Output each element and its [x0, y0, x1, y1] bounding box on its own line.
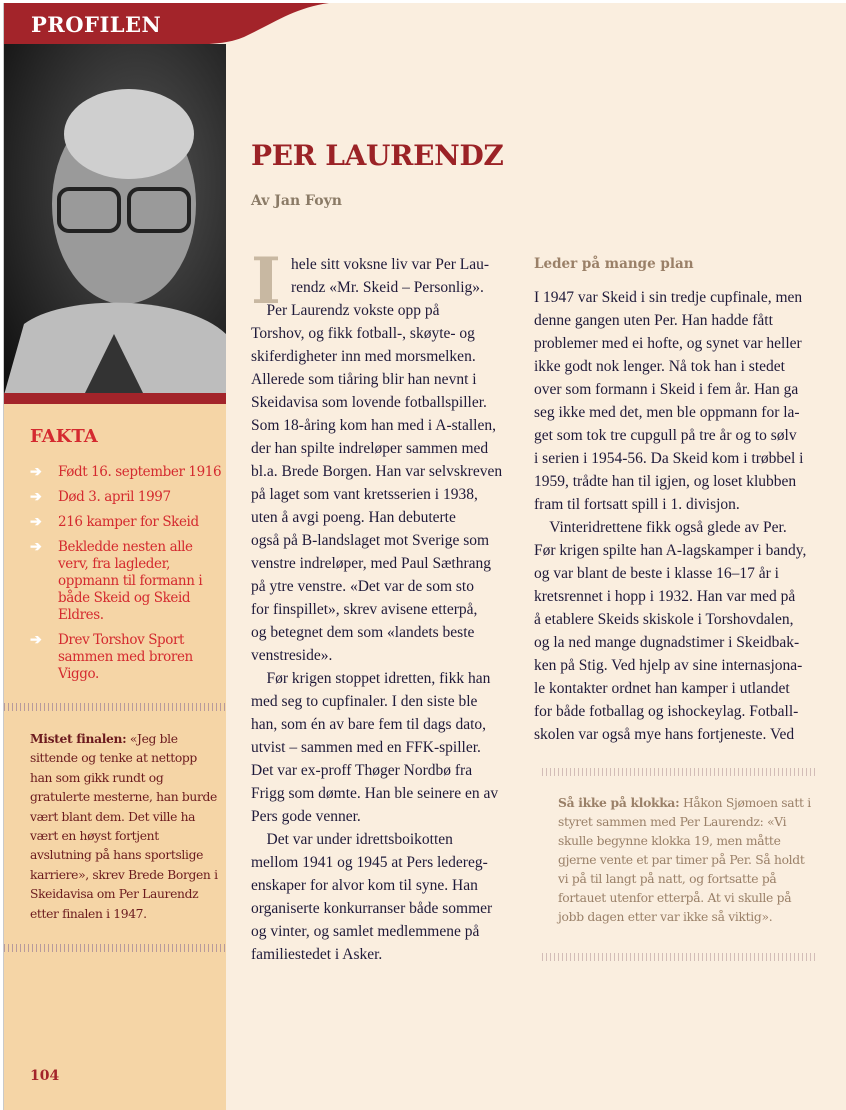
arrow-icon: ➔ — [30, 632, 42, 648]
magazine-page — [3, 3, 846, 1110]
text-line: problemer med ei hofte, og synet var heller — [534, 335, 802, 352]
text-line: I 1947 var Skeid i sin tredje cupfinale, men — [534, 289, 803, 306]
text-line: 1959, trådte han til igjen, og loset klubben — [534, 473, 797, 490]
text-line: og vinter, og samlet medlemmene på — [251, 923, 480, 940]
text-line: venstreside». — [251, 647, 333, 664]
text-line: seg ikke med det, men ble oppmann for la- — [534, 404, 800, 421]
text-line: over som formann i Skeid i fem år. Han ga — [534, 381, 799, 398]
fakta-heading: FAKTA — [30, 426, 98, 447]
body-column-2 — [534, 286, 824, 746]
text-line: Før krigen spilte han A-lagskamper i bandy, — [534, 542, 807, 559]
text-line: også på B-landslaget mot Sverige som — [251, 532, 490, 549]
page-number: 104 — [30, 1068, 60, 1084]
fakta-item — [30, 539, 222, 624]
arrow-icon: ➔ — [30, 514, 42, 530]
fakta-item-text: 216 kamper for Skeid — [58, 514, 199, 530]
text-line: i serien i 1954-56. Da Skeid kom i trøbbel i — [534, 450, 804, 467]
quote-lead: Mistet finalen: — [30, 731, 127, 746]
fakta-item — [30, 514, 222, 531]
text-line: familiestedet i Asker. — [251, 946, 383, 963]
text-line: og la ned mange dugnadstimer i Skeidbak- — [534, 634, 800, 651]
text-line: for finspillet», skrev avisene etterpå, — [251, 601, 478, 618]
text-line: han, som én av bare fem til dags dato, — [251, 716, 487, 733]
pullquote-text: Håkon Sjømoen satt i styret sammen med Per Laurendz: «Vi skulle begynne klokka 19, men måtte gjerne vente et par timer på Per. Så holdt vi på til langt på natt, og fortsatte på fortauet utenfor etterpå. At vi skulle på jobb dagen etter var ikke så viktig». — [558, 796, 811, 924]
text-line: for både fotballag og ishockeylag. Fotball- — [534, 703, 799, 720]
sidebar-content — [4, 426, 226, 952]
fakta-item-text: Drev Torshov Sport sammen med broren Viggo. — [58, 632, 193, 682]
pull-quote-block — [542, 768, 817, 961]
text-line: enskaper for alvor kom til syne. Han — [251, 877, 478, 894]
text-line: Det var under idrettsboikotten — [251, 831, 453, 848]
fakta-sidebar — [4, 404, 226, 1110]
text-line: mellom 1941 og 1945 at Pers ledereg- — [251, 854, 488, 871]
text-line: ken på Stig. Ved hjelp av sine internasjona- — [534, 657, 803, 674]
subheading: Leder på mange plan — [534, 256, 694, 272]
text-line: kretsrennet i hopp i 1932. Han var med på — [534, 588, 796, 605]
fakta-list — [30, 464, 222, 683]
photo-divider — [4, 393, 226, 404]
text-line: Frigg som dømte. Han ble seinere en av — [251, 785, 499, 802]
text-line: og var blant de beste i klasse 16–17 år i — [534, 565, 779, 582]
pull-quote — [558, 793, 818, 927]
text-line: hele sitt voksne liv var Per Lau- — [291, 256, 490, 273]
arrow-icon: ➔ — [30, 539, 42, 555]
text-line: å etablere Skeids skiskole i Torshovdalen, — [534, 611, 794, 628]
drop-cap: I — [251, 244, 281, 319]
text-line: Som 18-åring kom han med i A-stallen, — [251, 417, 496, 434]
fakta-item — [30, 632, 222, 683]
text-line: uten å avgi poeng. Han debuterte — [251, 509, 456, 526]
pullquote-lead: Så ikke på klokka: — [558, 795, 680, 810]
text-line: Allerede som tiåring blir han nevnt i — [251, 371, 477, 388]
fakta-item-text: Bekledde nesten alle verv, fra lagleder, oppmann til formann i både Skeid og Skeid Eldres. — [58, 539, 203, 623]
fakta-item-text: Død 3. april 1997 — [58, 489, 171, 505]
text-line: le kontakter ordnet han kamper i utlandet — [534, 680, 790, 697]
quote-text: «Jeg ble sittende og tenke at nettopp han som gikk rundt og gratulerte mesterne, han burde vært blant dem. Det ville ha vært en høyst fortjent avslutning på hans sportslige karriere», skrev Brede Borgen i Skeidavisa om Per Laurendz etter finalen i 1947. — [30, 732, 218, 921]
body-column-1 — [251, 244, 517, 966]
arrow-icon: ➔ — [30, 464, 42, 480]
section-label: PROFILEN — [31, 12, 162, 37]
divider-ticks — [542, 953, 817, 961]
fakta-item — [30, 489, 222, 506]
text-line: Det var ex-proff Thøger Nordbø fra — [251, 762, 473, 779]
text-line: organiserte konkurranser både sommer — [251, 900, 493, 917]
text-line: utvist – sammen med en FFK-spiller. — [251, 739, 481, 756]
text-line: rendz «Mr. Skeid – Personlig». — [291, 279, 484, 296]
text-line: og betegnet dem som «landets beste — [251, 624, 475, 641]
text-line: skiferdigheter inn med morsmelken. — [251, 348, 476, 365]
arrow-icon: ➔ — [30, 489, 42, 505]
divider-ticks — [542, 768, 817, 776]
text-line: denne gangen uten Per. Han hadde fått — [534, 312, 773, 329]
fakta-item — [30, 464, 222, 481]
text-line: der han spilte indreløper sammen med — [251, 440, 489, 457]
byline: Av Jan Foyn — [251, 193, 342, 209]
text-line: skolen var også mye hans fortjeneste. Ved — [534, 726, 795, 743]
portrait-photo — [4, 44, 226, 395]
text-line: Før krigen stoppet idretten, fikk han — [251, 670, 491, 687]
text-line: venstre indreløper, med Paul Sæthrang — [251, 555, 492, 572]
text-line: bl.a. Brede Borgen. Han var selvskreven — [251, 463, 503, 480]
text-line: Vinteridrettene fikk også glede av Per. — [534, 519, 787, 536]
divider-ticks — [4, 703, 226, 711]
text-line: Pers gode venner. — [251, 808, 361, 825]
text-line: get som tok tre cupgull på tre år og to sølv — [534, 427, 797, 444]
fakta-item-text: Født 16. september 1916 — [58, 464, 222, 480]
divider-ticks — [4, 944, 226, 952]
text-line: på laget som vant kretsserien i 1938, — [251, 486, 478, 503]
text-line: Skeidavisa som lovende fotballspiller. — [251, 394, 487, 411]
text-line: ikke godt nok lenger. Nå tok han i stedet — [534, 358, 785, 375]
text-line: med seg to cupfinaler. I den siste ble — [251, 693, 478, 710]
article-title: PER LAURENDZ — [251, 139, 504, 172]
sidebar-quote — [30, 729, 220, 924]
text-line: Torshov, og fikk fotball-, skøyte- og — [251, 325, 475, 342]
text-line: fram til fortsatt spill i 1. divisjon. — [534, 496, 740, 513]
text-line: på ytre venstre. «Det var de som sto — [251, 578, 474, 595]
text-line: Per Laurendz vokste opp på — [251, 302, 440, 319]
